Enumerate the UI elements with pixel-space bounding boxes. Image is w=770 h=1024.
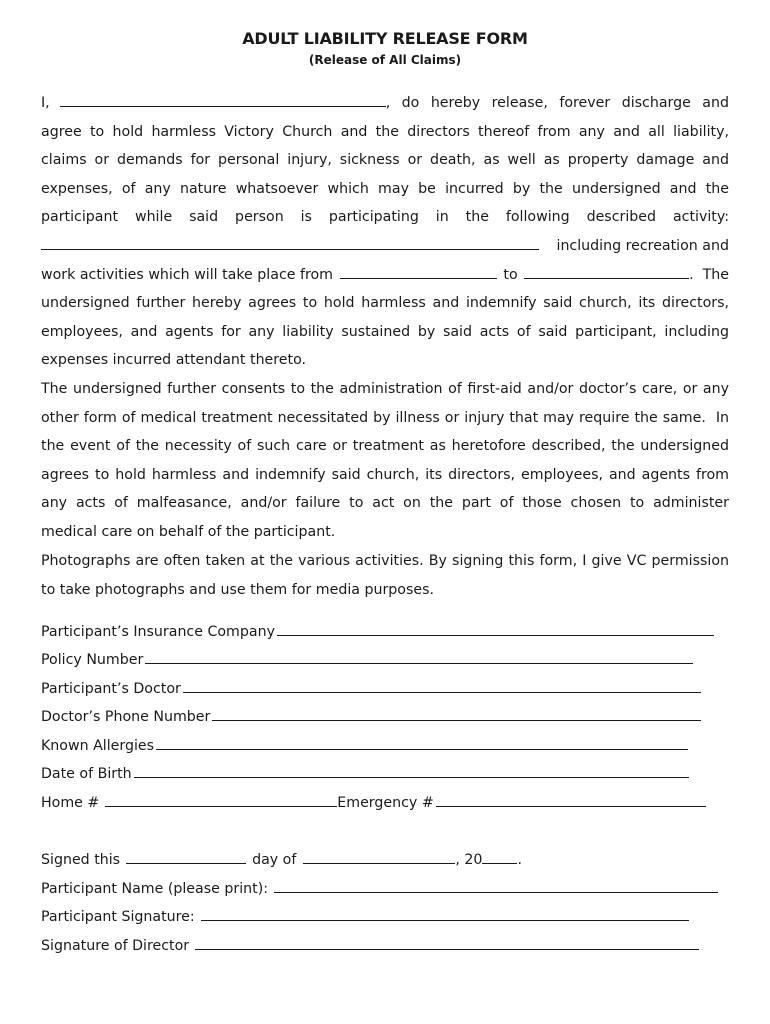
- photo-line-2: to take photographs and use them for media purposes.: [41, 581, 435, 598]
- consent-line-2: other form of medical treatment necessitated by illness or injury that may require the same. In: [41, 409, 729, 426]
- signed-year-blank[interactable]: [482, 862, 517, 864]
- form-subtitle: (Release of All Claims): [308, 53, 462, 67]
- insurance-company-blank[interactable]: [277, 634, 714, 636]
- participant-signature-field: [41, 909, 689, 925]
- activity-description-blank[interactable]: [41, 248, 539, 250]
- release-line-7: [41, 261, 729, 290]
- participant-signature-blank[interactable]: [201, 919, 689, 921]
- allergies-label: Known Allergies: [41, 738, 155, 754]
- doctor-phone-field: [41, 709, 701, 725]
- doctor-phone-blank[interactable]: [212, 719, 701, 721]
- release-line-7-mid: to: [503, 266, 518, 283]
- consent-line-6: medical care on behalf of the participant.: [41, 523, 336, 540]
- phone-numbers-field: [41, 795, 706, 811]
- form-title: ADULT LIABILITY RELEASE FORM: [242, 29, 528, 48]
- participant-signature-label: Participant Signature:: [41, 909, 195, 925]
- consent-line-5: any acts of malfeasance, and/or failure to act on the part of those chosen to administer: [41, 495, 729, 512]
- release-line-5: participant while said person is participating in the following described activity:: [41, 209, 729, 226]
- emergency-phone-label: Emergency #: [337, 795, 434, 811]
- date-of-birth-label: Date of Birth: [41, 766, 132, 782]
- doctor-field: [41, 681, 701, 697]
- director-signature-blank[interactable]: [195, 948, 699, 950]
- activity-end-date-blank[interactable]: [524, 277, 689, 279]
- release-line-1-suffix: , do hereby release, forever discharge and: [385, 95, 729, 111]
- signed-day-blank[interactable]: [126, 862, 246, 864]
- participant-name-print-blank[interactable]: [274, 891, 718, 893]
- year-prefix-label: , 20: [455, 852, 483, 868]
- date-of-birth-blank[interactable]: [134, 776, 689, 778]
- emergency-phone-blank[interactable]: [436, 805, 706, 807]
- insurance-company-field: [41, 624, 714, 640]
- home-phone-blank[interactable]: [105, 805, 337, 807]
- participant-name-blank[interactable]: [60, 105, 386, 107]
- year-suffix-label: .: [517, 852, 522, 868]
- release-line-3: claims or demands for personal injury, sickness or death, as well as property damage and: [41, 152, 729, 169]
- director-signature-field: [41, 938, 699, 954]
- release-line-10: expenses incurred attendant thereto.: [41, 352, 307, 369]
- consent-line-3: the event of the necessity of such care or treatment as heretofore described, the undersigned: [41, 438, 729, 455]
- doctor-blank[interactable]: [183, 691, 701, 693]
- policy-number-field: [41, 652, 693, 668]
- activity-start-date-blank[interactable]: [340, 277, 497, 279]
- home-phone-label: Home #: [41, 795, 100, 811]
- signed-month-blank[interactable]: [303, 862, 455, 864]
- release-line-6-suffix: including recreation and: [556, 237, 729, 254]
- release-line-2: agree to hold harmless Victory Church and the directors thereof from any and all liability,: [41, 123, 729, 140]
- release-line-7-prefix: work activities which will take place from: [41, 266, 333, 283]
- release-line-4: expenses, of any nature whatsoever which may be incurred by the undersigned and the: [41, 180, 729, 197]
- signed-this-label: Signed this: [41, 852, 121, 868]
- policy-number-label: Policy Number: [41, 652, 144, 668]
- policy-number-blank[interactable]: [145, 662, 693, 664]
- release-line-7-suffix: . The: [689, 266, 729, 283]
- release-line-6: [41, 232, 729, 261]
- release-line-9: employees, and agents for any liability sustained by said acts of said participant, including: [41, 323, 729, 340]
- day-of-label: day of: [252, 852, 297, 868]
- date-of-birth-field: [41, 766, 689, 782]
- release-line-1: [41, 89, 729, 118]
- participant-name-print-field: [41, 881, 718, 897]
- doctor-label: Participant’s Doctor: [41, 681, 181, 697]
- release-line-8: undersigned further hereby agrees to hold harmless and indemnify said church, its directors,: [41, 295, 729, 312]
- consent-line-1: The undersigned further consents to the administration of first-aid and/or doctor’s care, or any: [41, 381, 729, 397]
- photo-line-1: Photographs are often taken at the various activities. By signing this form, I give VC permission: [41, 553, 729, 569]
- release-line-1-prefix: I,: [41, 95, 50, 111]
- release-paragraph: [41, 89, 729, 375]
- photo-consent-paragraph: [41, 547, 729, 604]
- allergies-field: [41, 738, 688, 754]
- consent-line-4: agrees to hold harmless and indemnify said church, its directors, employees, and agents from: [41, 466, 729, 483]
- insurance-company-label: Participant’s Insurance Company: [41, 624, 275, 640]
- doctor-phone-label: Doctor’s Phone Number: [41, 709, 211, 725]
- participant-name-print-label: Participant Name (please print):: [41, 881, 269, 897]
- allergies-blank[interactable]: [156, 748, 688, 750]
- director-signature-label: Signature of Director: [41, 938, 190, 954]
- medical-consent-paragraph: [41, 375, 729, 547]
- signed-date-field: [41, 852, 522, 868]
